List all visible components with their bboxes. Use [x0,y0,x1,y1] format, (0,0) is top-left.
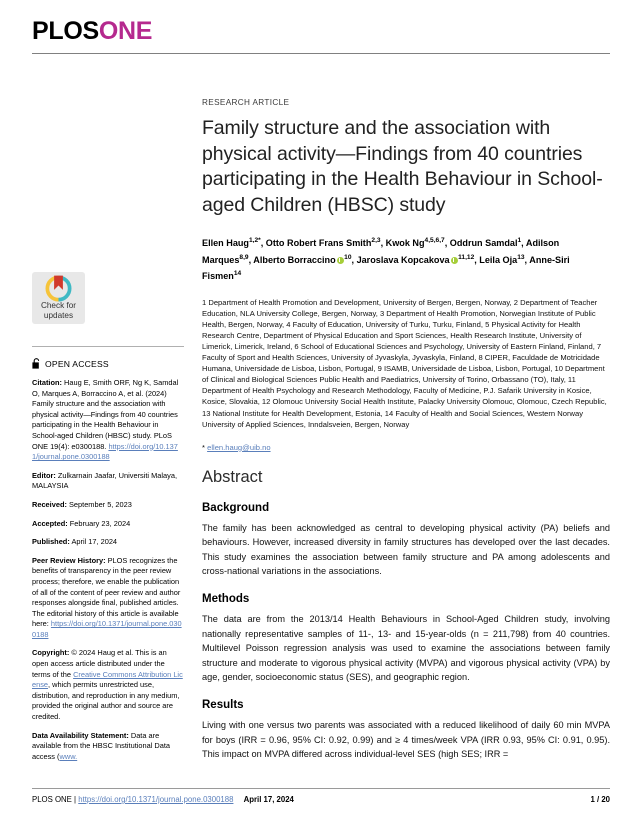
section-body-results: Living with one versus two parents was associated with a reduced likelihood of daily 60 min MVPA for boys (IRR = 0.96, 95% CI: 0.92, 0.99) and ≥ 4 times/week VPA (IRR 0.93, 95% CI: 0.91, 0.95). This impact on MVPA differed across individual-level SES (high SES; IRR = [202,720,610,760]
data-availability-label: Data Availability Statement: [32,730,129,740]
author-name[interactable]: , Leila Oja [474,254,518,265]
peer-review-history-block [32,556,184,641]
data-availability-block [32,731,184,763]
page-footer [32,788,610,804]
citation-text: Haug E, Smith ORF, Ng K, Samdal O, Marques A, Borraccino A, et al. (2024) Family structure and the association with physical activity—Findings from 40 countries participating in the Health Behaviour in School-aged Children (HBSC) study. PLoS ONE 19(4): e0300188. [32,378,179,451]
footer-journal-name: PLOS ONE | [32,795,77,804]
abstract-heading: Abstract [202,467,263,486]
author-affiliation-marker: 14 [233,270,242,278]
author-name[interactable]: , Alberto Borraccino [248,254,336,265]
footer-divider [32,788,610,789]
orcid-icon[interactable] [451,257,458,264]
logo-plos-text: PLOS [32,17,99,45]
author-name[interactable]: Anne-Siri Fismen [202,254,570,282]
copyright-label: Copyright: [32,648,70,658]
footer-publication-date: April 17, 2024 [243,795,294,804]
footer-page-number: 1 / 20 [590,795,610,804]
accepted-date: February 23, 2024 [69,518,131,528]
orcid-icon[interactable] [337,257,344,264]
received-block [32,500,184,511]
author-list: Ellen Haug$^{1,2*}$, Otto Robert Frans Smith$^{2,3}$, Kwok Ng$^{4,5,6,7}$, Oddrun Samdal$^1$, Adilson Marques$^{8,9}$, Alberto Borraccino $^{10}$, Jaroslava Kopcakova $^{11,12}$, Leila Oja$^{13}$, Anne-Siri Fismen$^{14}$ [202,237,570,282]
open-access-badge [32,358,184,369]
author-name[interactable]: , Otto Robert Frans Smith [260,238,372,249]
data-availability-text: Data are available from the HBSC Institutional Data access ( [32,730,171,761]
citation-block [32,378,184,463]
corresponding-marker: * [202,442,205,452]
peer-review-link[interactable]: https://doi.org/10.1371/journal.pone.0300188 [32,619,182,639]
editor-label: Editor: [32,470,56,480]
accepted-label: Accepted: [32,518,68,528]
accepted-block [32,519,184,530]
crossmark-label [32,301,85,321]
data-availability-link[interactable]: www. [59,751,78,761]
author-affiliation-marker: 1,2 [249,237,259,244]
article-metadata-sidebar [32,272,184,770]
copyright-block [32,648,184,722]
author-name[interactable]: Ellen Haug [202,238,249,249]
sidebar-divider [32,346,184,347]
published-date: April 17, 2024 [71,537,118,547]
published-label: Published: [32,537,70,547]
creative-commons-license-link[interactable]: Creative Commons Attribution License [32,669,183,690]
copyright-text-before: © 2024 Haug et al. This is an open access article distributed under the terms of the [32,648,167,679]
author-name[interactable]: , Kwok Ng [380,238,425,249]
author-affiliation-marker: 13 [517,253,525,261]
author-affiliation-marker: 11,12 [458,253,475,261]
journal-masthead [0,0,640,56]
plos-one-logo[interactable] [32,19,152,44]
affiliations-list: 1 Department of Health Promotion and Development, University of Bergen, Bergen, Norway, 2 Department of Teacher Education, NLA University College, Bergen, Norway, 3 Department of Health Promotion, Norwegian Institute of Public Health, Bergen, Norway, 4 Faculty of Education, University of Turku, Turku, Finland, 5 Physical Activity for Health Research Centre, Department of Physical Education and Sport Sciences, Health Research Institute, University of Limerick, Limerick, Ireland, 6 School of Educational Sciences and Psychology, University of Eastern Finland, Finland, 7 Faculty of Sport and Health Sciences, University of Jyvaskyla, Jyvaskyla, Finland, 8 CIPER, Faculdade de Motricidade Humana, Universidade de Lisboa, Lisbon, Portugal, 9 ISAMB, Universidade de Lisboa, Lisbon, Portugal, 10 Department of Clinical and Biological Sciences Public Health and Paediatrics, University of Torino, Orbassano (TO), Italy, 11 Department of Health Psychology and Research Methodology, Faculty of Medicine, P.J. Safarik University in Kosice, Kosice, Slovakia, 12 Olomouc University Social Health Institute, Palacky University Olomouc, Olomouc, Czech Republic, 13 National Institute for Health Development, Estonia, 14 Faculty of Health and Social Sciences, Western Norway University of Applied Sciences, Inndalsveien, Bergen, Norway [202,297,607,429]
author-affiliation-marker: 2,3 [371,237,381,244]
author-affiliation-marker: 10 [344,253,352,261]
received-date: September 5, 2023 [68,499,132,509]
section-heading-background: Background [202,501,270,514]
copyright-text-after: , which permits unrestricted use, distribution, and reproduction in any medium, provided the original author and source are credited. [32,680,180,722]
peer-review-label: Peer Review History: [32,555,106,565]
article-type-label: RESEARCH ARTICLE [202,98,290,107]
crossmark-label-line2: updates [43,311,74,320]
editor-text: Zulkarnain Jaafar, Universiti Malaya, MALAYSIA [32,470,177,491]
masthead-divider [32,53,610,54]
section-body-background: The family has been acknowledged as central to developing physical activity (PA) beliefs and behaviours. However, increased diversity in family structures has developed over the last decades. This study examines the association between family structure and PA among adolescents and cross-national variations in the associations. [202,522,610,576]
peer-review-text: PLOS recognizes the benefits of transparency in the peer review process; therefore, we enable the publication of all of the content of peer review and author responses alongside final, published articles. The editorial history of this article is available here: [32,555,181,629]
citation-doi-link[interactable]: https://doi.org/10.1371/journal.pone.0300188 [32,441,178,462]
footer-doi-link[interactable]: https://doi.org/10.1371/journal.pone.0300188 [78,795,234,804]
editor-block [32,471,184,492]
footer-citation [32,795,294,804]
article-title: Family structure and the association with physical activity—Findings from 40 countries participating in the Health Behaviour in School-aged Children (HBSC) study [202,117,603,216]
corresponding-email-link[interactable]: ellen.haug@uib.no [207,442,271,452]
author-name[interactable]: , Oddrun Samdal [444,238,518,249]
open-access-label: OPEN ACCESS [45,358,109,369]
lock-open-icon [32,358,41,369]
received-label: Received: [32,499,67,509]
author-affiliation-marker: 4,5,6,7 [424,237,445,244]
corresponding-author-marker: * [258,237,261,244]
published-block [32,537,184,548]
author-name[interactable]: Adilson Marques [202,238,560,265]
article-main-column [202,98,610,762]
section-body-methods: The data are from the 2013/14 Health Behaviours in School-Aged Children study, involving nationally representative samples of 11-, 13- and 15-year-olds (n = 211,798) from 40 countries. Multilevel Poisson regression analysis was used to examine the associations between family structure and moderate to vigorous physical activity (MVPA) and vigorous physical activity (VPA) by age, gender, socioeconomic status (SES), and geographic region. [202,614,610,682]
corresponding-author-row [202,442,610,453]
crossmark-label-line1: Check for [40,301,77,310]
author-affiliation-marker: 1 [517,237,522,244]
crossmark-icon [45,275,72,302]
section-heading-methods: Methods [202,593,250,606]
crossmark-check-for-updates-badge[interactable] [32,272,85,324]
citation-label: Citation: [32,378,62,387]
author-affiliation-marker: 8,9 [239,253,249,261]
section-heading-results: Results [202,699,244,712]
author-name[interactable]: , Jaroslava Kopcakova [351,254,450,265]
logo-one-text: ONE [98,17,153,45]
